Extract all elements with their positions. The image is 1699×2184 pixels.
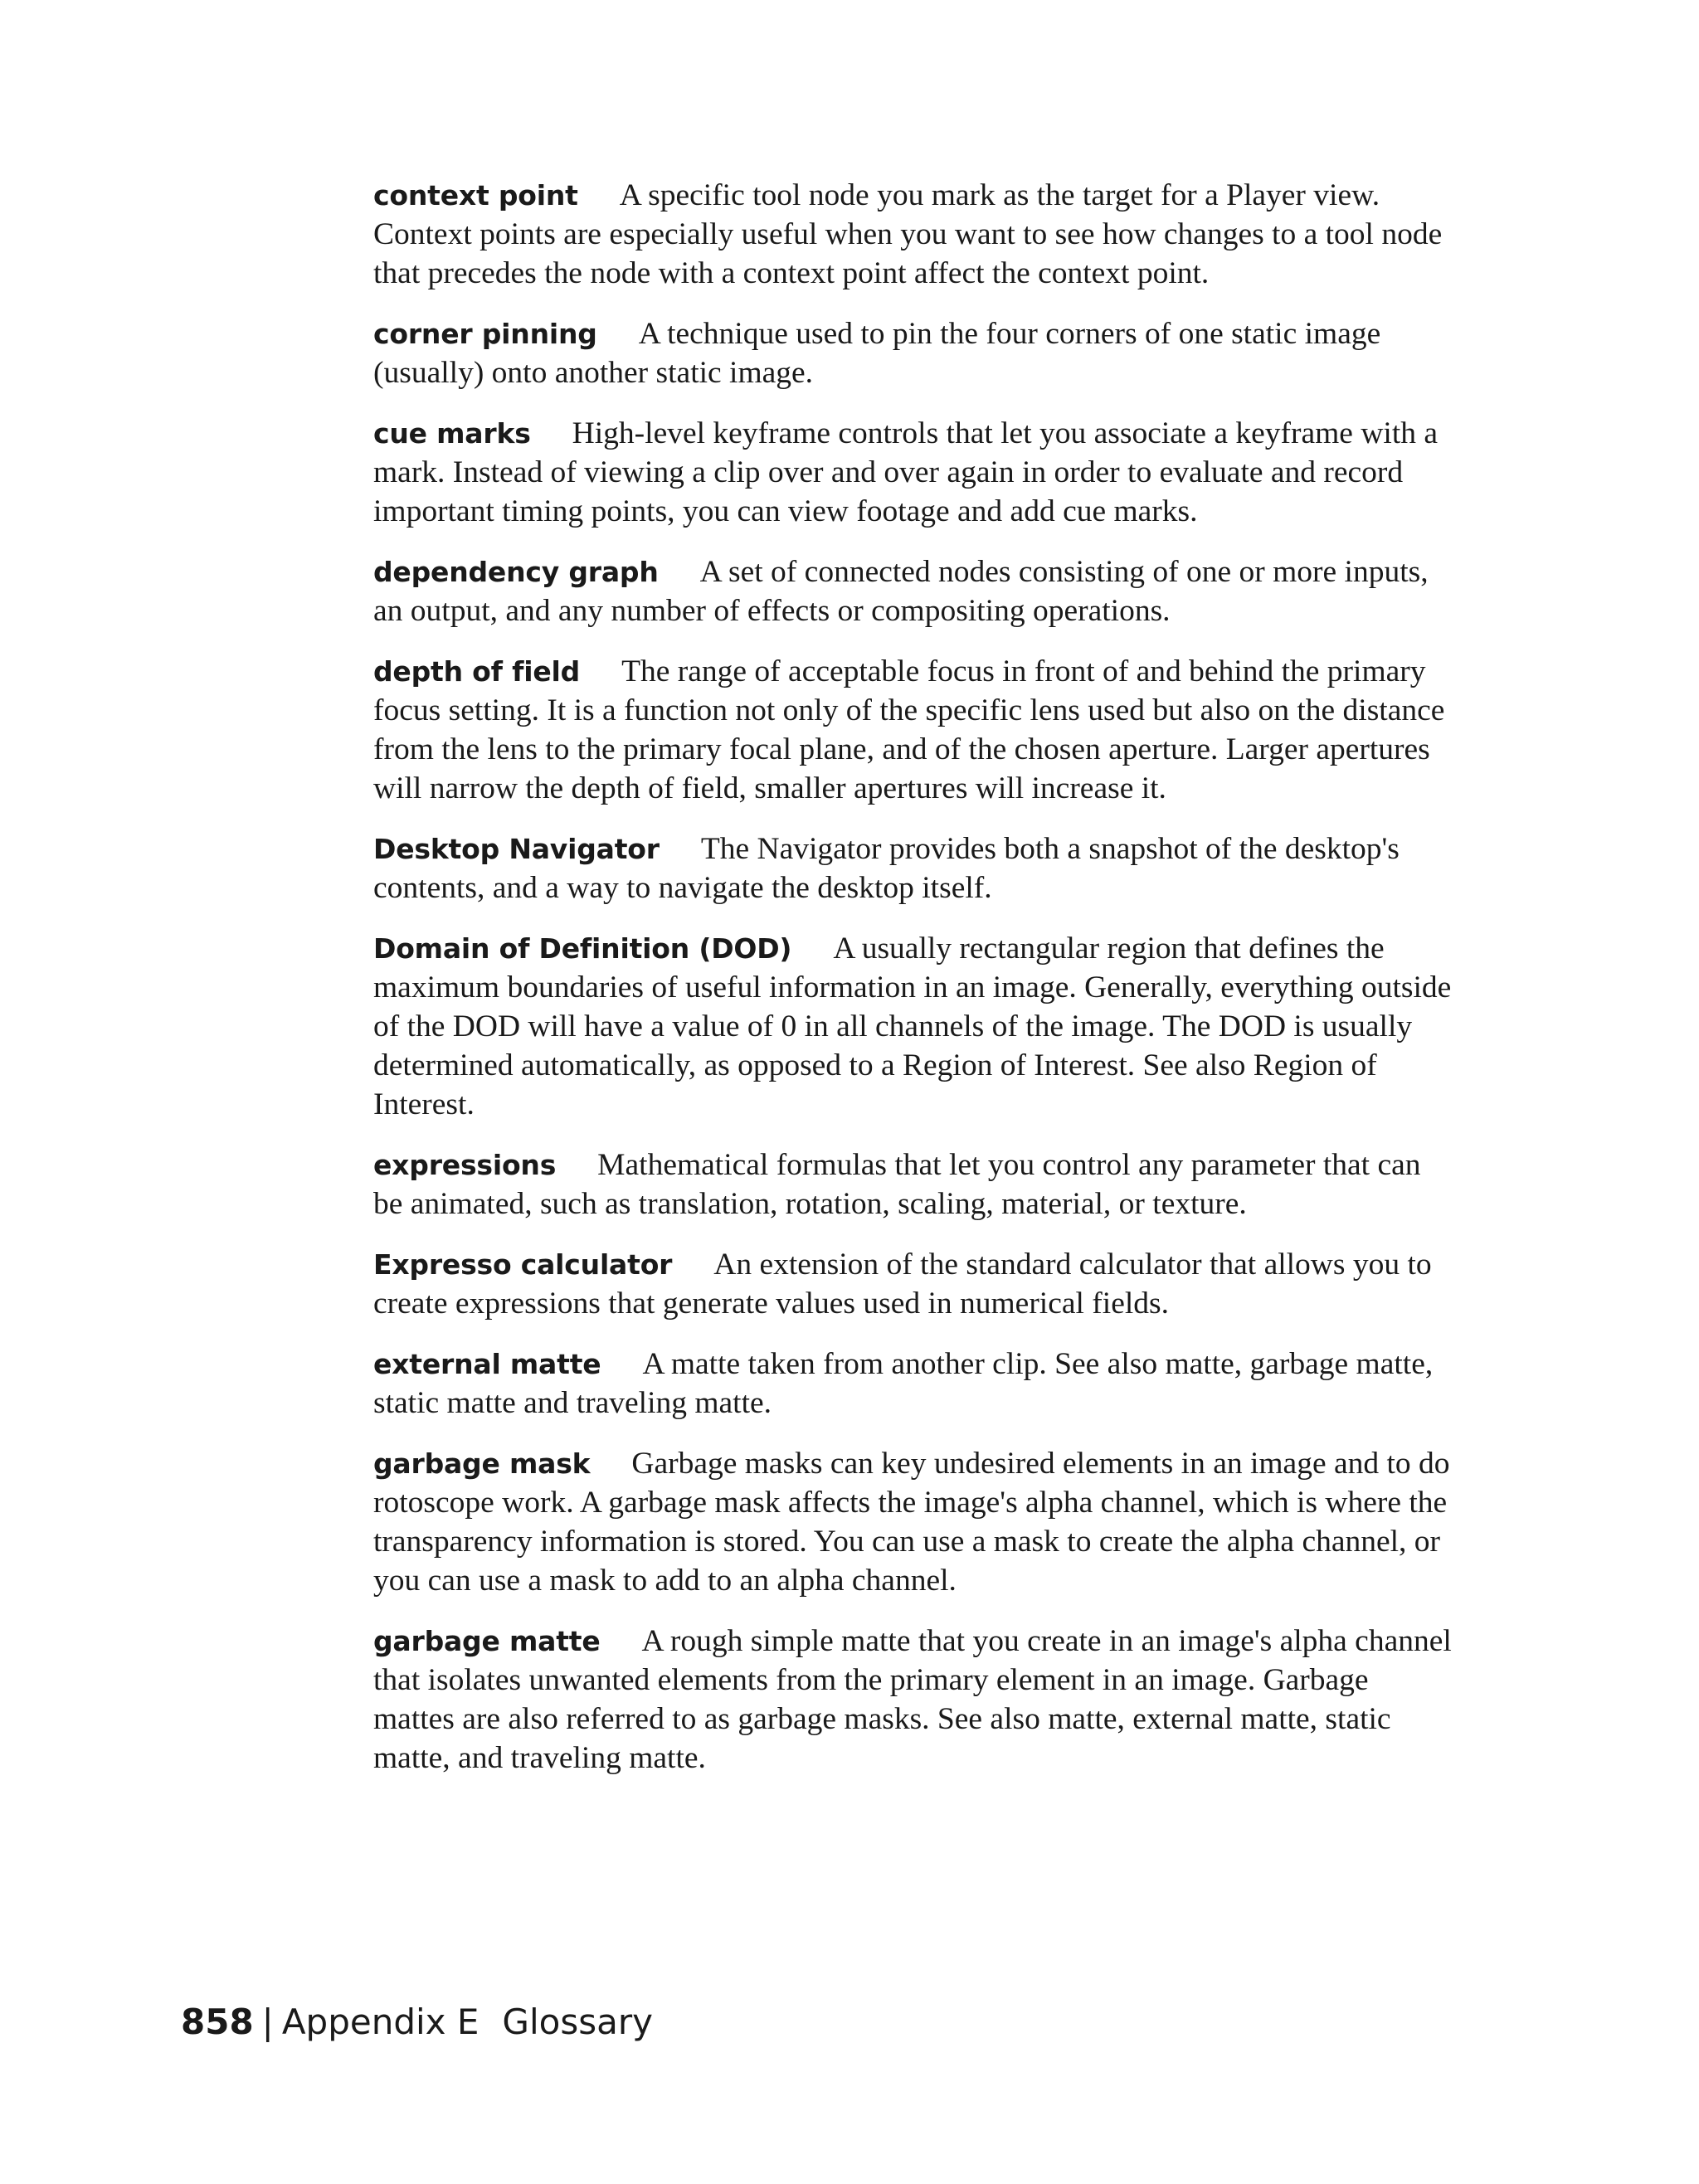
glossary-definition: A technique used to pin the four corners of one static image (usually) onto another static image.: [373, 317, 1381, 390]
glossary-definition: Garbage masks can key undesired elements in an image and to do rotoscope work. A garbage mask affects the image's alpha channel, which is where the transparency information is stored. You can use a mask to create the alpha channel, or you can use a mask to add to an alpha channel.: [373, 1447, 1450, 1598]
glossary-entry-expressions: [373, 1146, 1452, 1223]
glossary-term: expressions: [373, 1149, 557, 1181]
glossary-term: Desktop Navigator: [373, 833, 660, 865]
glossary-definition: High-level keyframe controls that let you associate a keyframe with a mark. Instead of viewing a clip over and over again in order to evaluate and record important timing points, you can view footage and add cue marks.: [373, 416, 1439, 528]
glossary-entry-corner-pinning: [373, 314, 1452, 392]
glossary-entry-expresso-calculator: [373, 1245, 1452, 1323]
glossary-term: Expresso calculator: [373, 1248, 673, 1281]
glossary-entry-domain-of-definition: [373, 929, 1452, 1124]
glossary-entry-context-point: [373, 176, 1452, 293]
glossary-entry-garbage-mask: [373, 1444, 1452, 1600]
glossary-definition: The Navigator provides both a snapshot of the desktop's contents, and a way to navigate the desktop itself.: [373, 832, 1400, 905]
page-number: 858: [181, 2002, 254, 2042]
glossary-list: [373, 176, 1452, 1799]
footer-section-label: Glossary: [502, 2002, 653, 2042]
footer-appendix-label: Appendix E: [281, 2002, 480, 2042]
glossary-definition: An extension of the standard calculator that allows you to create expressions that generate values used in numerical fields.: [373, 1248, 1432, 1321]
glossary-term: corner pinning: [373, 318, 597, 350]
glossary-definition: A set of connected nodes consisting of one or more inputs, an output, and any number of effects or compositing operations.: [373, 555, 1429, 628]
glossary-definition: A rough simple matte that you create in an image's alpha channel that isolates unwanted elements from the primary element in an image. Garbage mattes are also referred to as garbage masks. See also matte, external matte, static matte, and traveling matte.: [373, 1624, 1452, 1775]
glossary-term: dependency graph: [373, 556, 659, 588]
glossary-term: Domain of Definition (DOD): [373, 932, 792, 965]
glossary-entry-garbage-matte: [373, 1622, 1452, 1778]
glossary-term: garbage matte: [373, 1625, 601, 1657]
glossary-definition: A usually rectangular region that defines the maximum boundaries of useful information in an image. Generally, everything outside of the DOD will have a value of 0 in all channels of the image. The DOD is usually determined automatically, as opposed to a Region of Interest. See also Region of Interest.: [373, 931, 1452, 1121]
glossary-entry-external-matte: [373, 1345, 1452, 1423]
glossary-entry-dependency-graph: [373, 552, 1452, 630]
page-footer: [181, 1999, 653, 2045]
glossary-term: cue marks: [373, 417, 531, 450]
glossary-entry-desktop-navigator: [373, 829, 1452, 907]
glossary-definition: The range of acceptable focus in front of and behind the primary focus setting. It is a function not only of the specific lens used but also on the distance from the lens to the primary focal plane, and of the chosen aperture. Larger apertures will narrow the depth of field, smaller apertures will increase it.: [373, 654, 1445, 805]
footer-separator: |: [261, 2002, 274, 2042]
glossary-entry-depth-of-field: [373, 652, 1452, 808]
glossary-term: garbage mask: [373, 1447, 591, 1480]
glossary-term: context point: [373, 179, 578, 212]
glossary-definition: A specific tool node you mark as the target for a Player view. Context points are especially useful when you want to see how changes to a tool node that precedes the node with a context point affect the context point.: [373, 178, 1443, 290]
glossary-term: depth of field: [373, 655, 581, 688]
glossary-definition: A matte taken from another clip. See also matte, garbage matte, static matte and traveling matte.: [373, 1347, 1434, 1420]
glossary-definition: Mathematical formulas that let you control any parameter that can be animated, such as translation, rotation, scaling, material, or texture.: [373, 1148, 1421, 1221]
glossary-term: external matte: [373, 1348, 601, 1380]
glossary-entry-cue-marks: [373, 414, 1452, 531]
